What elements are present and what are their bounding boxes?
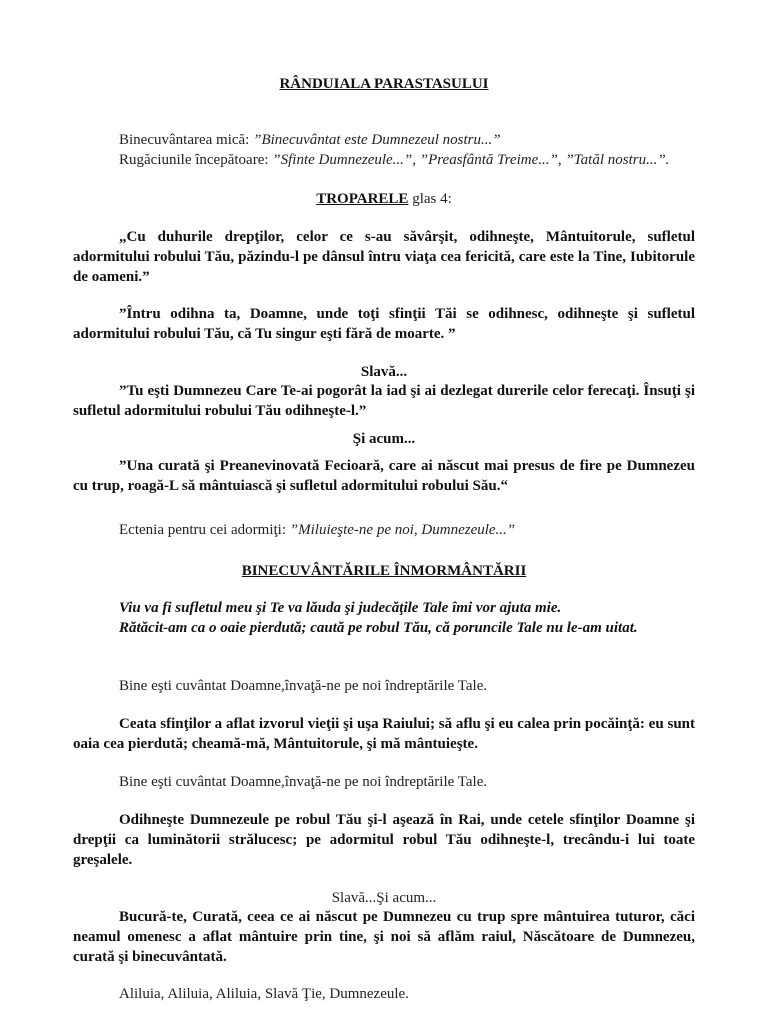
ectenia-label: Ectenia pentru cei adormiţi: xyxy=(119,522,290,538)
troparion-4: ”Una curată şi Preanevinovată Fecioară, care ai născut mai presus de fire pe Dumnezeu cu trup, roagă-L să mântuiască şi sufletul adormitului robului Său.“ xyxy=(73,458,695,494)
burial-heading: BINECUVÂNTĂRILE ÎNMORMÂNTĂRII xyxy=(241,563,527,579)
ectenia-line xyxy=(73,520,695,540)
ectenia-text: ”Miluieşte-ne pe noi, Dumnezeule...” xyxy=(289,522,516,538)
troparia-heading xyxy=(73,189,695,209)
troparion-3: ”Tu eşti Dumnezeu Care Te-ai pogorât la iad şi ai dezlegat durerile celor ferecaţi. Însuţi şi sufletul adormitului robului Tău odihneşte-l.” xyxy=(73,383,695,419)
paragraph-3: Bucură-te, Curată, ceea ce ai născut pe Dumnezeu cu trup spre mântuirea tuturor, căci neamul omenesc a aflat mântuire prin tine, şi noi să aflăm raiul, Născătoare de Dumnezeu, curată şi binecuvântată. xyxy=(73,909,695,965)
prayers-label: Rugăciunile începătoare: xyxy=(119,152,273,168)
troparion-2: ”Întru odihna ta, Doamne, unde toţi sfinţii Tăi se odihnesc, odihneşte şi sufletul adormitului robului Tău, că Tu singur eşti fără de moarte. ” xyxy=(73,306,695,342)
paragraph-2: Odihneşte Dumnezeule pe robul Tău şi-l aşează în Rai, unde cetele sfinţilor Doamne şi drepţii ca luminătorii strălucesc; pe adormitul robul Tău odihneşte-l, trecându-i lui toate greşalele. xyxy=(73,812,695,868)
troparion-1: „Cu duhurile drepţilor, celor ce s-au săvârşit, odihneşte, Mântuitorule, sufletul adormitului robului Tău, păzindu-l pe dânsul întru viaţa cea fericită, care este la Tine, Iubitorule de oameni.” xyxy=(73,229,695,285)
troparia-tone: glas 4: xyxy=(408,191,452,207)
prayers-line xyxy=(73,150,695,170)
prayers-text: ”Sfinte Dumnezeule...”, ”Preasfântă Treime...”, ”Tatăl nostru...”. xyxy=(272,152,670,168)
refrain-2: Bine eşti cuvântat Doamne,învaţă-ne pe noi îndreptările Tale. xyxy=(119,774,488,790)
blessing-label: Binecuvântarea mică: xyxy=(119,132,254,148)
verse-2: Rătăcit-am ca o oaie pierdută; caută pe robul Tău, că poruncile Tale nu le-am uitat. xyxy=(119,620,638,636)
slava-label: Slavă... xyxy=(360,364,408,380)
document-page xyxy=(73,0,695,1024)
slava-si-acum-label: Slavă...Şi acum... xyxy=(331,890,437,906)
troparia-heading-text: TROPARELE xyxy=(316,191,409,207)
blessing-line xyxy=(73,130,695,150)
refrain-1: Bine eşti cuvântat Doamne,învaţă-ne pe noi îndreptările Tale. xyxy=(119,678,488,694)
page-title: RÂNDUIALA PARASTASULUI xyxy=(279,76,489,92)
blessing-text: ”Binecuvântat este Dumnezeul nostru...” xyxy=(253,132,501,148)
paragraph-1: Ceata sfinţilor a aflat izvorul vieţii şi uşa Raiului; să aflu şi eu calea prin pocăinţă: eu sunt oaia cea pierdută; cheamă-mă, Mântuitorule, şi mă mântuieşte. xyxy=(73,716,695,752)
si-acum-label: Şi acum... xyxy=(352,431,416,447)
verse-1: Viu va fi sufletul meu şi Te va lăuda şi judecăţile Tale îmi vor ajuta mie. xyxy=(119,600,562,616)
aliluia-line: Aliluia, Aliluia, Aliluia, Slavă Ţie, Dumnezeule. xyxy=(119,986,409,1002)
